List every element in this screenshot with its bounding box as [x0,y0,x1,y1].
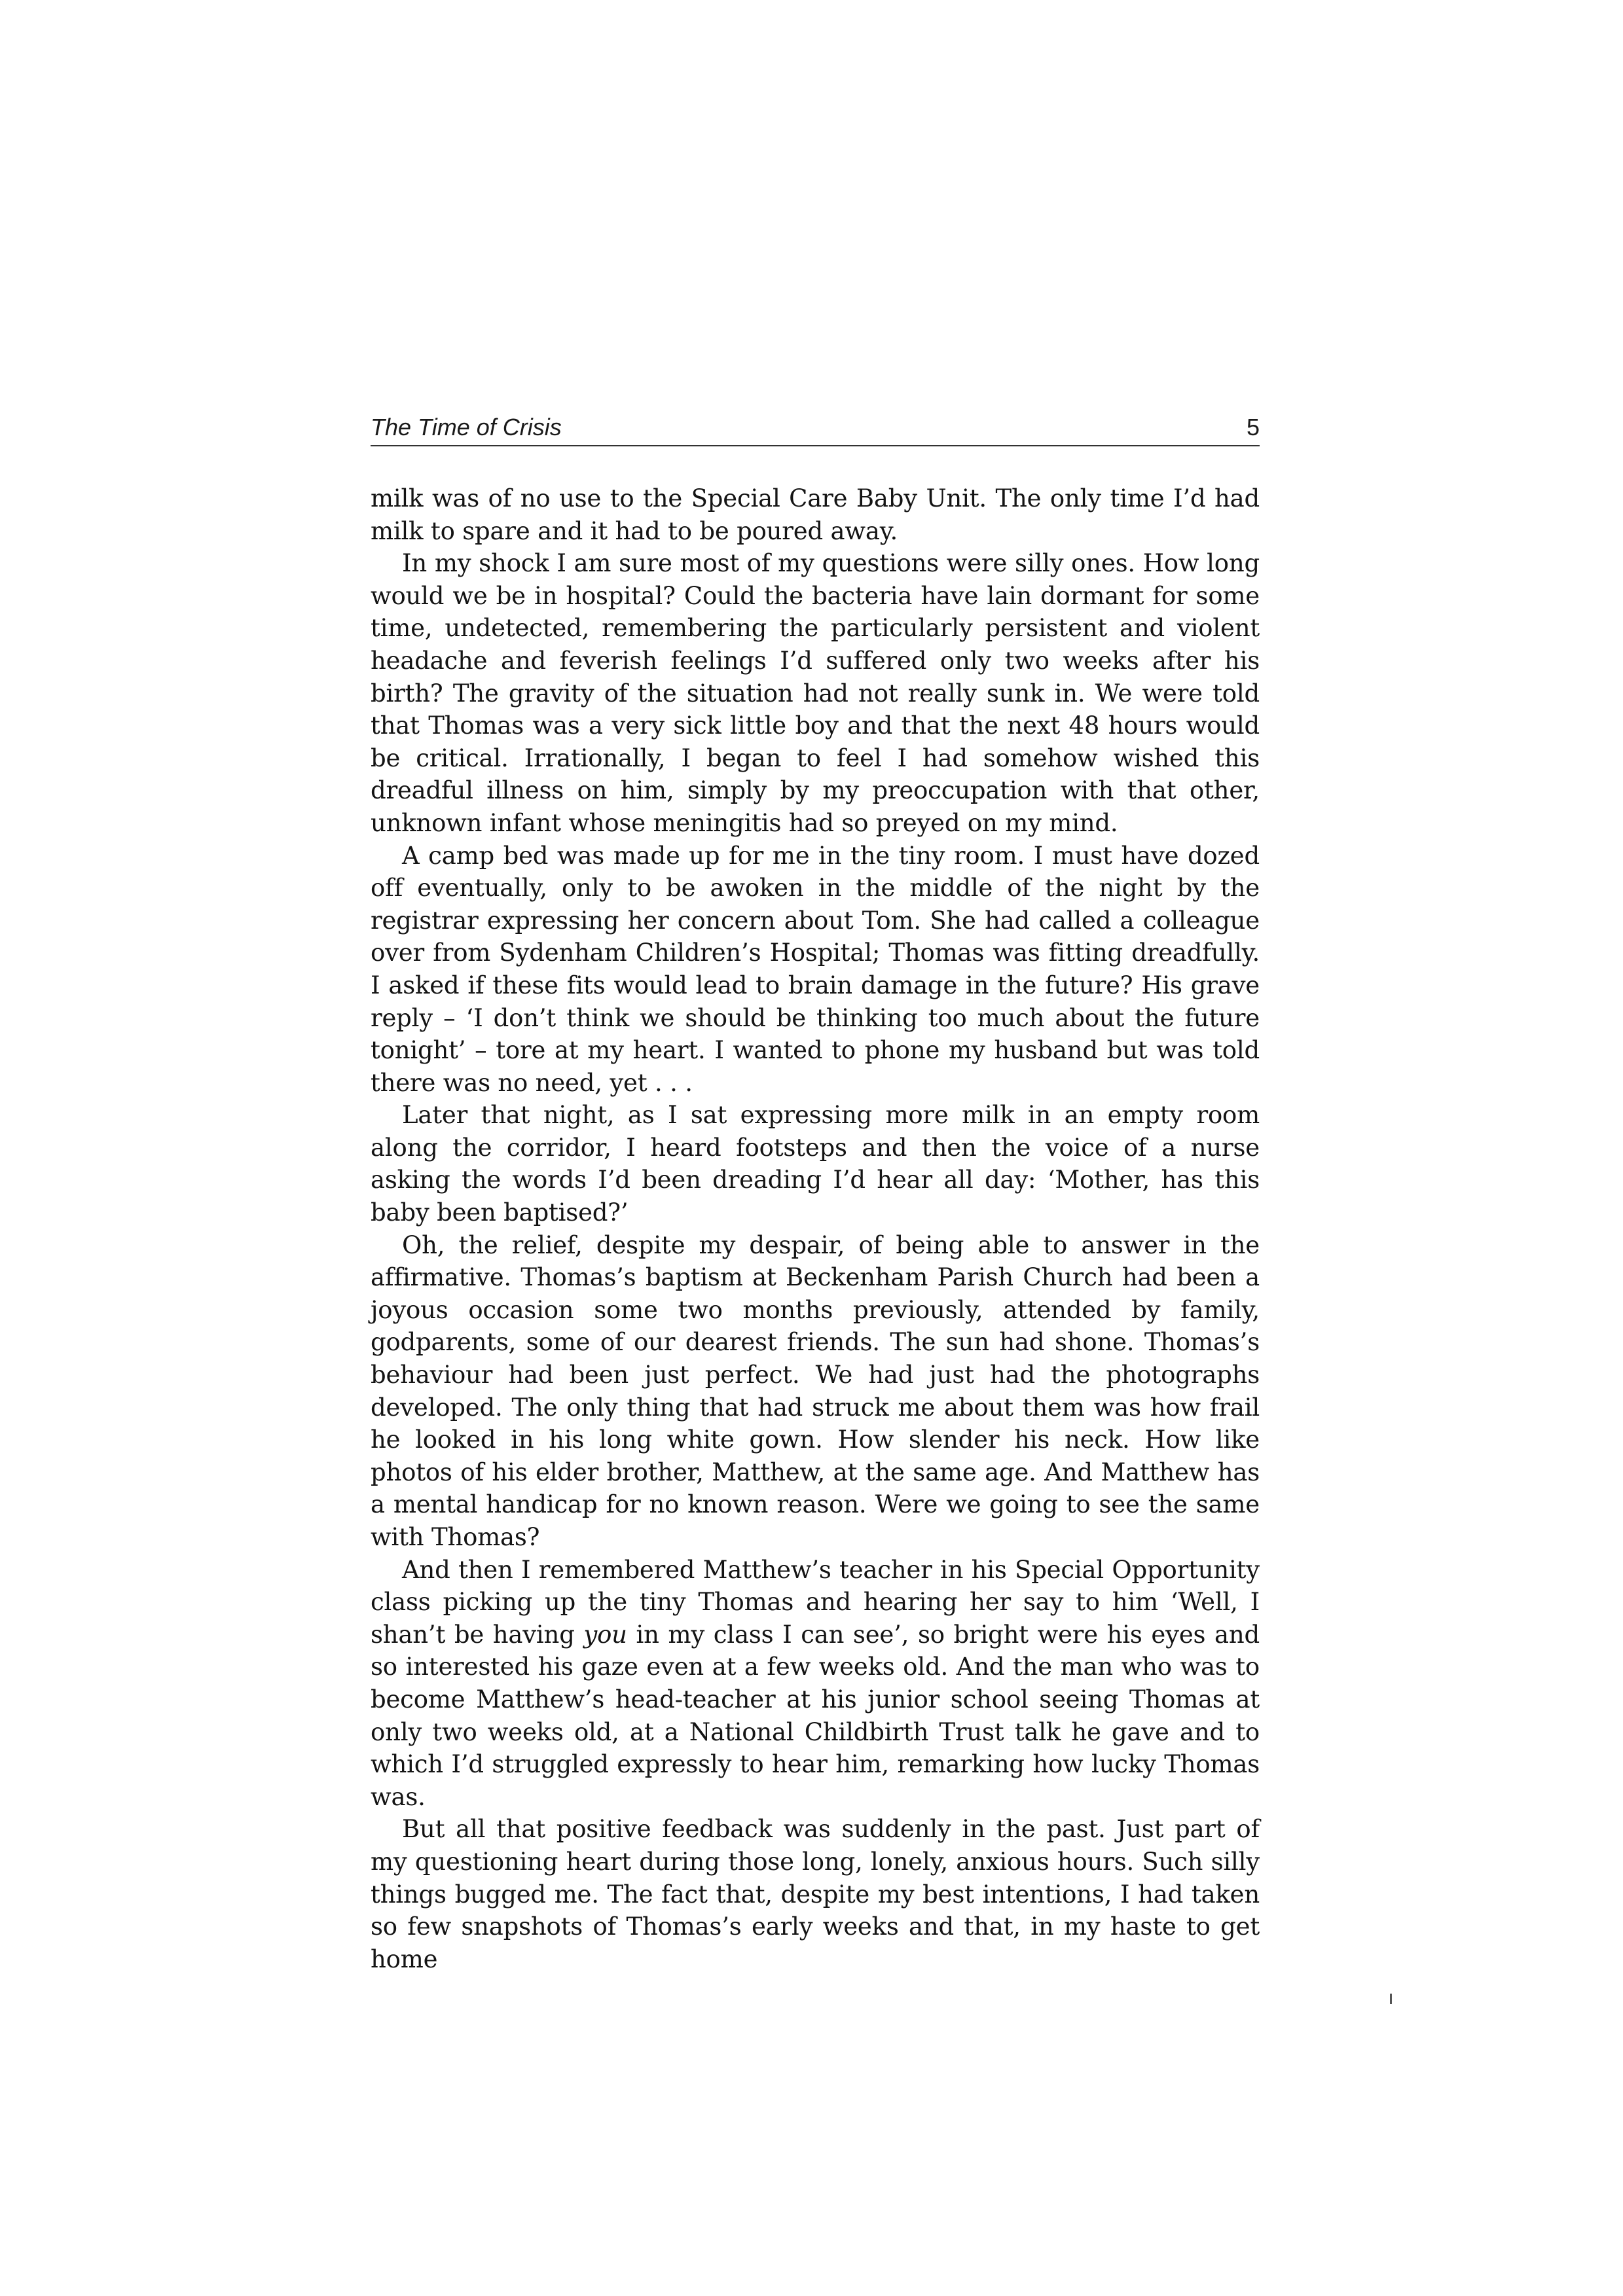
running-head [371,411,1260,446]
paragraph-text: in my class I can see’, so bright were his eyes and so interested his gaze even at a few weeks old. And the man who was to become Matthew’s head-teacher at his junior school seeing Thomas at only two weeks old, at a National Childbirth Trust talk he gave and to which I’d struggled expressly to hear him, remarking how lucky Thomas was. [371,1620,1260,1811]
page-number: 5 [1246,414,1260,440]
paragraph: But all that positive feedback was suddenly in the past. Just part of my questioning heart during those long, lonely, anxious hours. Such silly things bugged me. The fact that, despite my best intentions, I had taken so few snapshots of Thomas’s early weeks and that, in my haste to get home [371,1815,1260,1973]
paragraph: Oh, the relief, despite my despair, of being able to answer in the affirmative. Thomas’s baptism at Beckenham Parish Church had been a joyous occasion some two months previously, attended by family, godparents, some of our dearest friends. The sun had shone. Thomas’s behaviour had been just perfect. We had just had the photographs developed. The only thing that had struck me about them was how frail he looked in his long white gown. How slender his neck. How like photos of his elder brother, Matthew, at the same age. And Matthew has a mental handicap for no known reason. Were we going to see the same with Thomas? [371,1230,1260,1551]
paragraph: milk was of no use to the Special Care Baby Unit. The only time I’d had milk to spare and it had to be poured away. [371,484,1260,545]
chapter-title: The Time of Crisis [371,414,562,440]
body-text [371,482,1260,1975]
paragraph-text: And then I remembered Matthew’s teacher in his Special Opportunity class picking up the tiny Thomas and hearing her say to him ‘Well, I shan’t be having [371,1555,1260,1649]
paragraph: A camp bed was made up for me in the tiny room. I must have dozed off eventually, only to be awoken in the middle of the night by the registrar expressing her concern about Tom. She had called a colleague over from Sydenham Children’s Hospital; Thomas was fitting dreadfully. I asked if these fits would lead to brain damage in the future? His grave reply – ‘I don’t think we should be thinking too much about the future tonight’ – tore at my heart. I wanted to phone my husband but was told there was no need, yet . . . [371,841,1260,1097]
emphasized-word: you [583,1620,627,1649]
scan-speck [1390,1994,1392,2004]
paragraph: In my shock I am sure most of my questions were silly ones. How long would we be in hospital? Could the bacteria have lain dormant for some time, undetected, remembering the particularly persistent and violent headache and feverish feelings I’d suffered only two weeks after his birth? The gravity of the situation had not really sunk in. We were told that Thomas was a very sick little boy and that the next 48 hours would be critical. Irrationally, I began to feel I had somehow wished this dreadful illness on him, simply by my preoccupation with that other, unknown infant whose meningitis had so preyed on my mind. [371,549,1260,837]
paragraph: Later that night, as I sat expressing more milk in an empty room along the corridor, I heard footsteps and then the voice of a nurse asking the words I’d been dreading I’d hear all day: ‘Mother, has this baby been baptised?’ [371,1101,1260,1227]
paragraph [371,1554,1260,1814]
